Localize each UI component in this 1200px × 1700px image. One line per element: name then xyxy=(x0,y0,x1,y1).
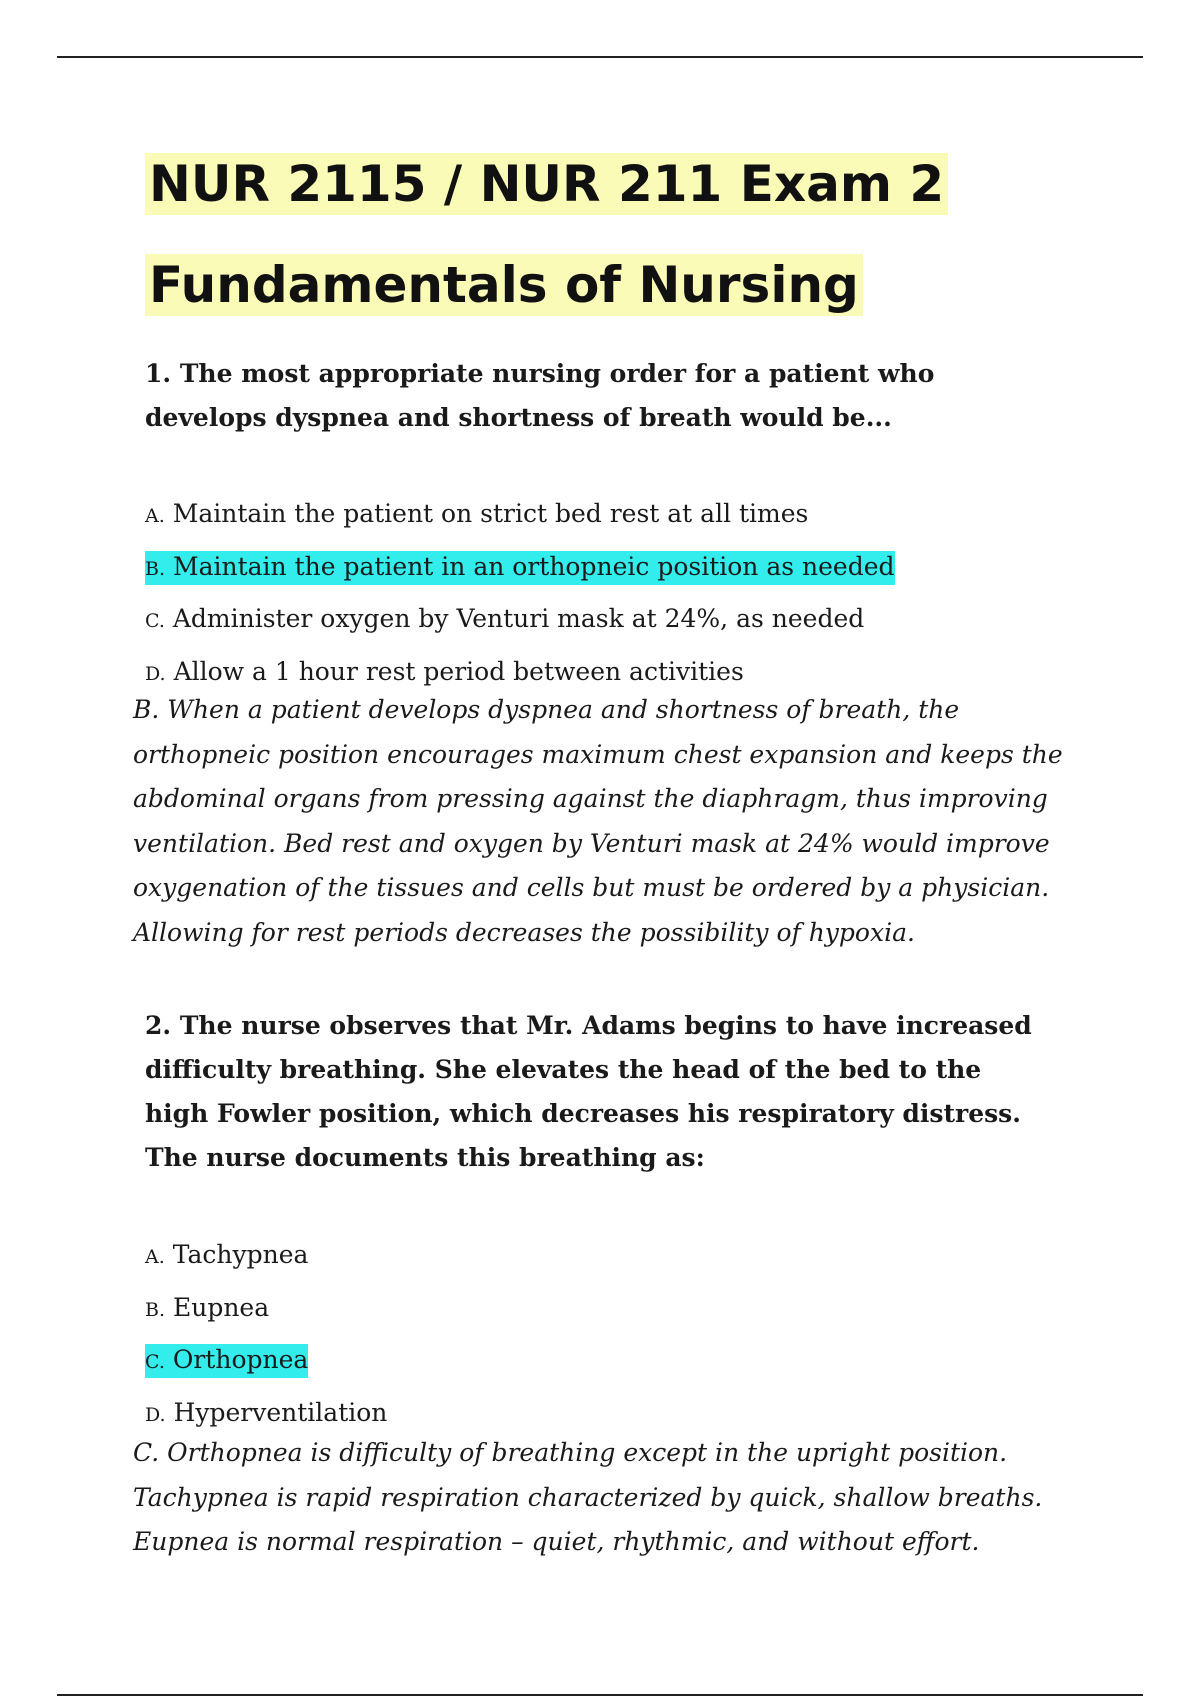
option-letter: D. xyxy=(145,1403,166,1426)
question-1 xyxy=(145,352,1045,440)
option-letter: A. xyxy=(145,1246,165,1268)
question-2 xyxy=(145,1004,1045,1180)
option-text: Eupnea xyxy=(172,1292,270,1322)
option-letter: D. xyxy=(145,662,166,685)
option-letter: B. xyxy=(145,557,166,580)
option-text: Tachypnea xyxy=(172,1240,309,1269)
option-text: Orthopnea xyxy=(172,1345,309,1374)
question-2-option-a xyxy=(145,1229,387,1282)
question-2-option-b xyxy=(145,1282,387,1335)
option-letter: C. xyxy=(145,610,165,632)
bottom-rule xyxy=(57,1694,1143,1696)
option-letter: C. xyxy=(145,1351,165,1373)
question-2-option-c-correct xyxy=(145,1334,387,1387)
question-1-option-a xyxy=(145,488,895,541)
question-1-explanation: B. When a patient develops dyspnea and shortness of breath, the orthopneic position encourages maximum chest expansion and keeps the abdominal organs from pressing against the diaphragm, thus improving ventilation. Bed rest and oxygen by Venturi mask at 24% would improve oxygenation of the tissues and cells but must be ordered by a physician. Allowing for rest periods decreases the possibility of hypoxia. xyxy=(133,695,1063,947)
question-1-number: 1. xyxy=(145,359,172,388)
question-2-text: The nurse observes that Mr. Adams begins to have increased difficulty breathing. She elevates the head of the bed to the high Fowler position, which decreases his respiratory distress. The nurse documents this breathing as: xyxy=(145,1011,1032,1172)
question-1-option-b-correct xyxy=(145,541,895,594)
question-1-option-c xyxy=(145,593,895,646)
option-letter: A. xyxy=(145,505,165,527)
option-text: Allow a 1 hour rest period between activities xyxy=(173,656,744,686)
question-1-options xyxy=(145,488,895,698)
option-text: Hyperventilation xyxy=(173,1397,388,1427)
document-title xyxy=(145,140,948,342)
question-2-number: 2. xyxy=(145,1011,172,1040)
question-2-explanation: C. Orthopnea is difficulty of breathing except in the upright position. Tachypnea is rapid respiration characterized by quick, shallow breaths. Eupnea is normal respiration – quiet, rhythmic, and without effort. xyxy=(133,1438,1043,1556)
option-letter: B. xyxy=(145,1298,166,1321)
option-text: Maintain the patient in an orthopneic position as needed xyxy=(172,551,895,581)
option-text: Maintain the patient on strict bed rest at all times xyxy=(172,499,809,528)
question-1-text: The most appropriate nursing order for a patient who develops dyspnea and shortness of breath would be... xyxy=(145,359,935,432)
top-rule xyxy=(57,56,1143,58)
question-2-options xyxy=(145,1229,387,1439)
title-line-1: NUR 2115 / NUR 211 Exam 2 xyxy=(145,153,948,215)
title-line-2: Fundamentals of Nursing xyxy=(145,254,863,316)
option-text: Administer oxygen by Venturi mask at 24%, as needed xyxy=(172,604,865,633)
